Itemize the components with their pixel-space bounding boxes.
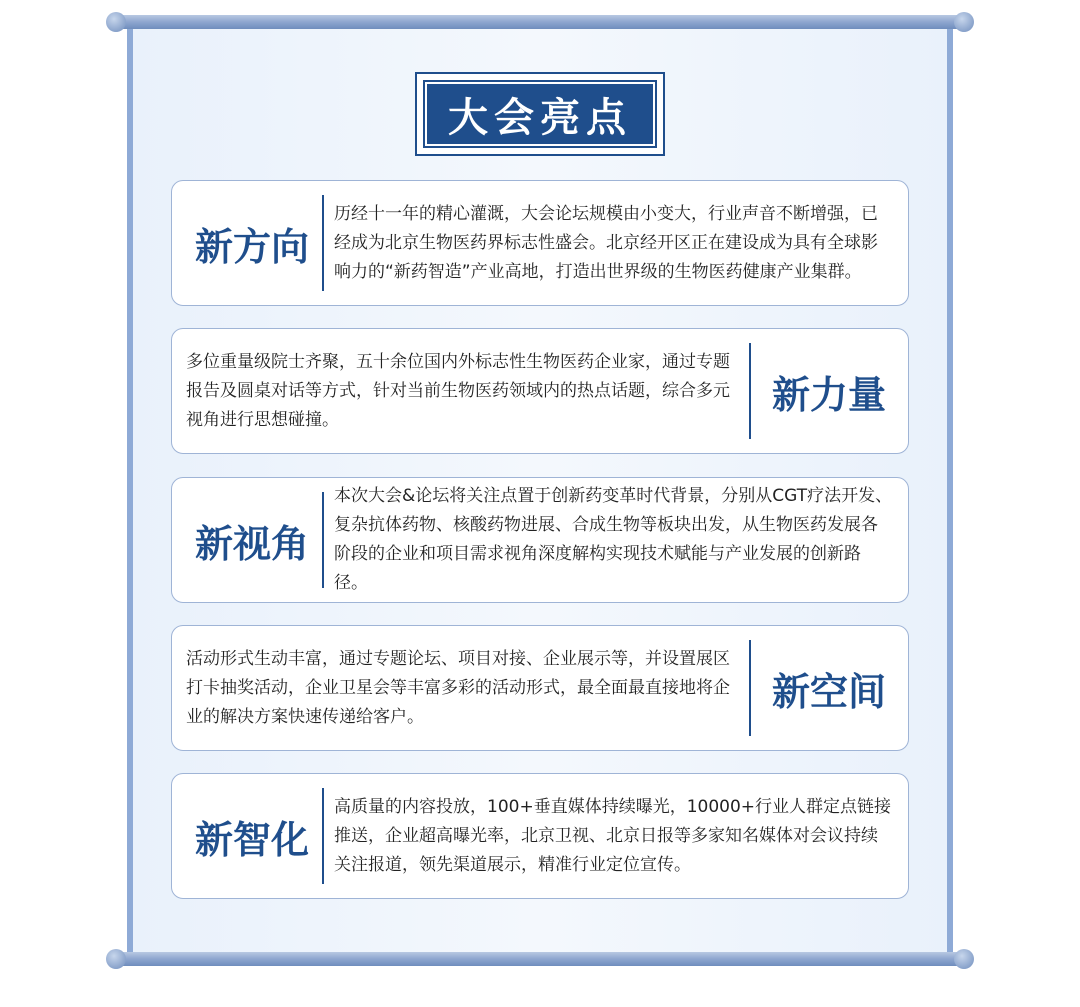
card-divider [749,640,751,736]
card-tag: 新力量 [771,371,886,417]
highlight-card-new-perspective [171,477,909,603]
card-text: 本次大会&论坛将关注点置于创新药变革时代背景，分别从CGT疗法开发、复杂抗体药物、核酸药物进展、合成生物等板块出发，从生物医药发展各阶段的企业和项目需求视角深度解构实现技术赋能与产业发展的创新路径。 [334,486,893,593]
highlight-card-new-power [171,328,909,454]
card-text: 历经十一年的精心灌溉，大会论坛规模由小变大，行业声音不断增强，已经成为北京生物医药界标志性盛会。北京经开区正在建设成为具有全球影响力的“新药智造”产业高地，打造出世界级的生物医药健康产业集群。 [334,203,878,282]
highlight-card-new-intelligence [171,773,909,899]
card-text: 多位重量级院士齐聚，五十余位国内外标志性生物医药企业家，通过专题报告及圆桌对话等方式，针对当前生物医药领域内的热点话题，综合多元视角进行思想碰撞。 [186,351,730,430]
card-tag: 新视角 [194,520,309,566]
card-divider [322,195,324,291]
card-divider [749,343,751,439]
highlight-card-new-space [171,625,909,751]
page-title: 大会亮点 [448,93,632,141]
scroll-rod-bottom [112,952,968,966]
title-plate [425,82,655,146]
highlight-card-new-direction [171,180,909,306]
card-tag: 新方向 [194,223,309,269]
scroll-rod-top [112,15,968,29]
card-tag: 新智化 [194,816,309,862]
title-frame [415,72,665,156]
card-tag: 新空间 [771,668,886,714]
card-divider [322,492,324,588]
card-text: 高质量的内容投放，100+垂直媒体持续曝光，10000+行业人群定点链接推送，企业超高曝光率，北京卫视、北京日报等多家知名媒体对会议持续关注报道，领先渠道展示，精准行业定位宣传。 [334,796,892,875]
card-text: 活动形式生动丰富，通过专题论坛、项目对接、企业展示等，并设置展区打卡抽奖活动，企业卫星会等丰富多彩的活动形式，最全面最直接地将企业的解决方案快速传递给客户。 [186,648,730,727]
card-divider [322,788,324,884]
